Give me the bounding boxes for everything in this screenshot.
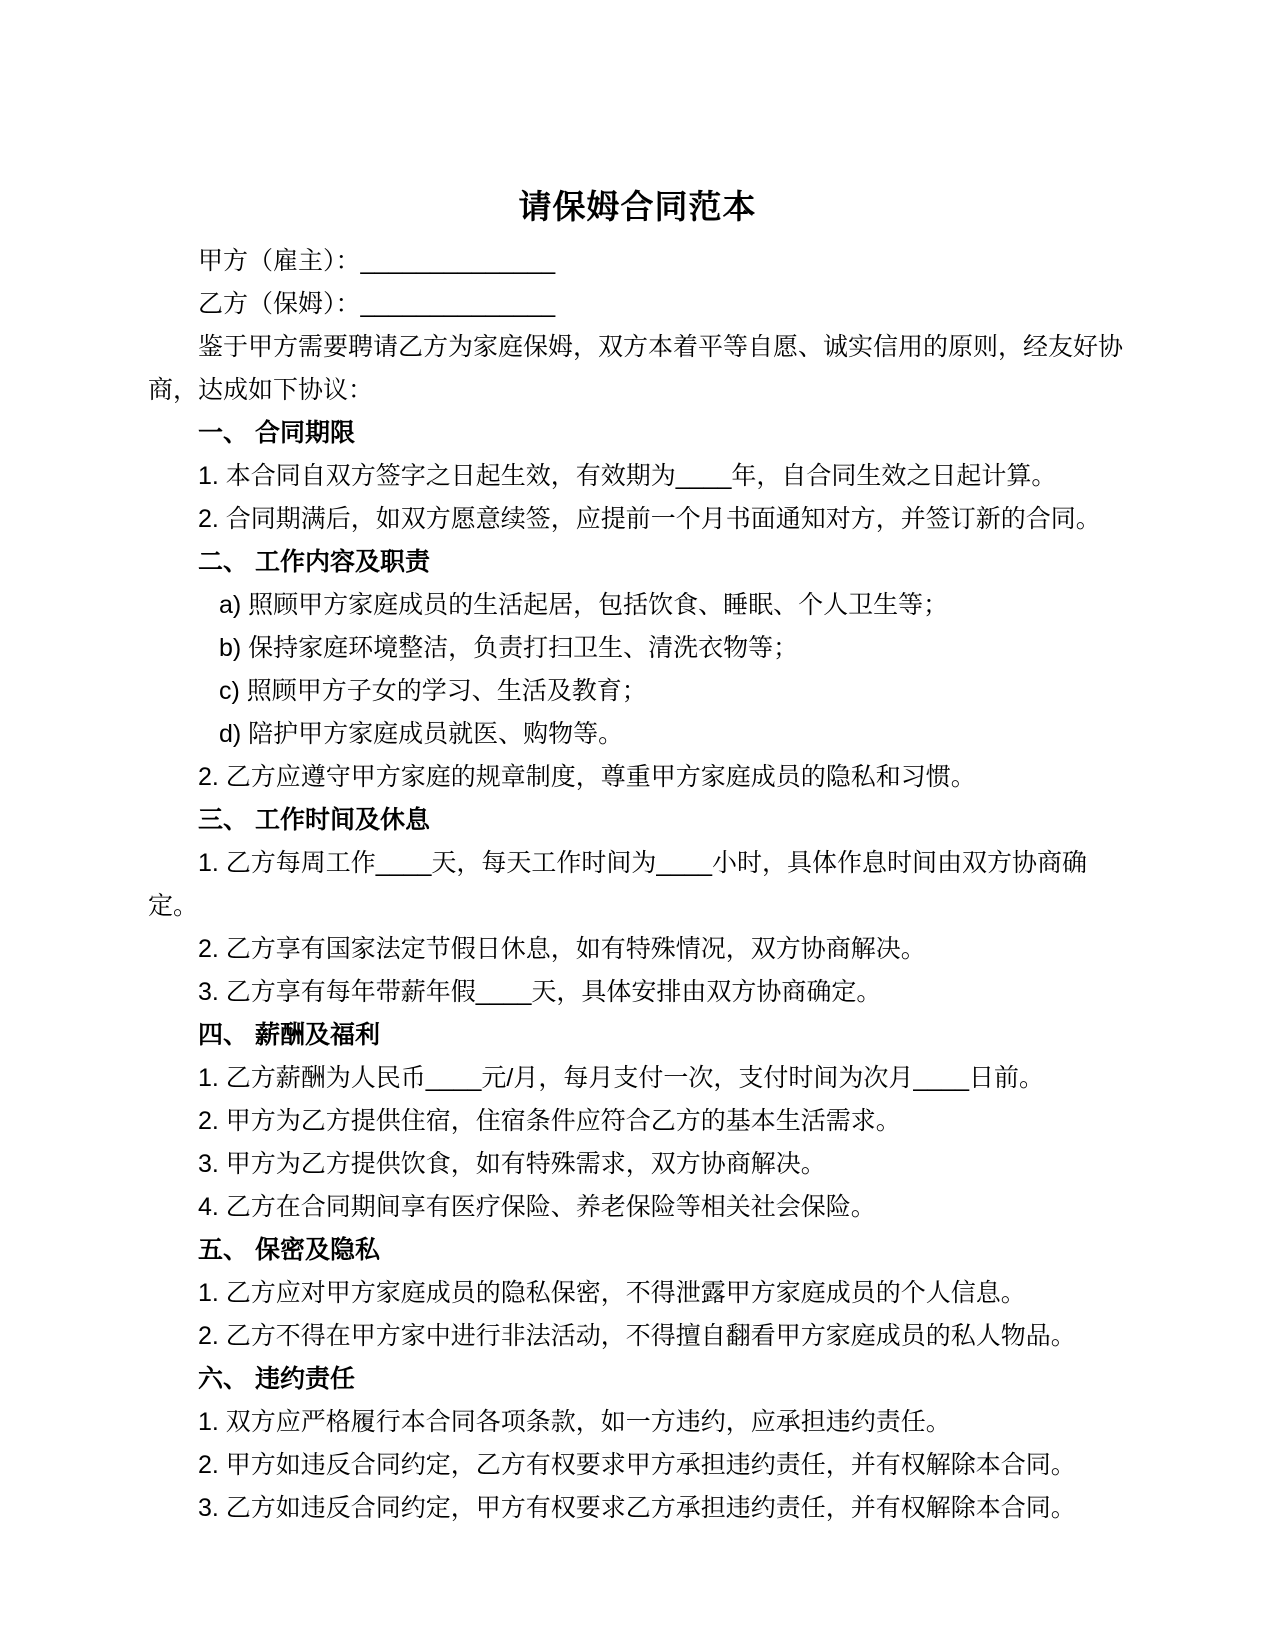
contract-item: 3. 乙方如违反合同约定，甲方有权要求乙方承担违约责任，并有权解除本合同。 xyxy=(198,1494,1076,1522)
contract-item: 1. 本合同自双方签字之日起生效，有效期为____年，自合同生效之日起计算。 xyxy=(198,462,1057,490)
contract-item: 3. 乙方享有每年带薪年假____天，具体安排由双方协商确定。 xyxy=(198,978,882,1006)
contract-item: 1. 双方应严格履行本合同各项条款，如一方违约，应承担违约责任。 xyxy=(198,1408,951,1436)
section-heading-6: 六、 违约责任 xyxy=(198,1365,355,1393)
section-heading-4: 四、 薪酬及福利 xyxy=(198,1021,380,1049)
party-b-line: 乙方（保姆）：______________ xyxy=(198,290,556,318)
contract-item: 2. 合同期满后，如双方愿意续签，应提前一个月书面通知对方，并签订新的合同。 xyxy=(198,505,1101,533)
section-heading-1: 一、 合同期限 xyxy=(198,419,355,447)
contract-subitem: b) 保持家庭环境整洁，负责打扫卫生、清洗衣物等； xyxy=(219,634,799,662)
section-heading-2: 二、 工作内容及职责 xyxy=(198,548,430,576)
contract-item: 1. 乙方每周工作____天，每天工作时间为____小时，具体作息时间由双方协商确定。 xyxy=(148,849,1088,920)
contract-item: 3. 甲方为乙方提供饮食，如有特殊需求，双方协商解决。 xyxy=(198,1150,826,1178)
section-heading-5: 五、 保密及隐私 xyxy=(198,1236,380,1264)
contract-item: 1. 乙方薪酬为人民币____元/月，每月支付一次，支付时间为次月____日前。 xyxy=(198,1064,1044,1092)
doc-title: 请保姆合同范本 xyxy=(518,188,757,225)
contract-item: 2. 乙方享有国家法定节假日休息，如有特殊情况，双方协商解决。 xyxy=(198,935,926,963)
section-heading-3: 三、 工作时间及休息 xyxy=(198,806,430,834)
contract-item: 2. 甲方如违反合同约定，乙方有权要求甲方承担违约责任，并有权解除本合同。 xyxy=(198,1451,1076,1479)
contract-item: 4. 乙方在合同期间享有医疗保险、养老保险等相关社会保险。 xyxy=(198,1193,876,1221)
contract-item: 1. 乙方应对甲方家庭成员的隐私保密，不得泄露甲方家庭成员的个人信息。 xyxy=(198,1279,1026,1307)
party-a-line: 甲方（雇主）：______________ xyxy=(198,247,556,275)
contract-subitem: a) 照顾甲方家庭成员的生活起居，包括饮食、睡眠、个人卫生等； xyxy=(219,591,949,619)
contract-subitem: d) 陪护甲方家庭成员就医、购物等。 xyxy=(219,720,624,748)
preamble: 鉴于甲方需要聘请乙方为家庭保姆，双方本着平等自愿、诚实信用的原则，经友好协商，达成如下协议： xyxy=(148,333,1124,404)
contract-item: 2. 乙方应遵守甲方家庭的规章制度，尊重甲方家庭成员的隐私和习惯。 xyxy=(198,763,976,791)
contract-subitem: c) 照顾甲方子女的学习、生活及教育； xyxy=(219,677,647,705)
contract-item: 2. 乙方不得在甲方家中进行非法活动，不得擅自翻看甲方家庭成员的私人物品。 xyxy=(198,1322,1076,1350)
contract-item: 2. 甲方为乙方提供住宿，住宿条件应符合乙方的基本生活需求。 xyxy=(198,1107,901,1135)
